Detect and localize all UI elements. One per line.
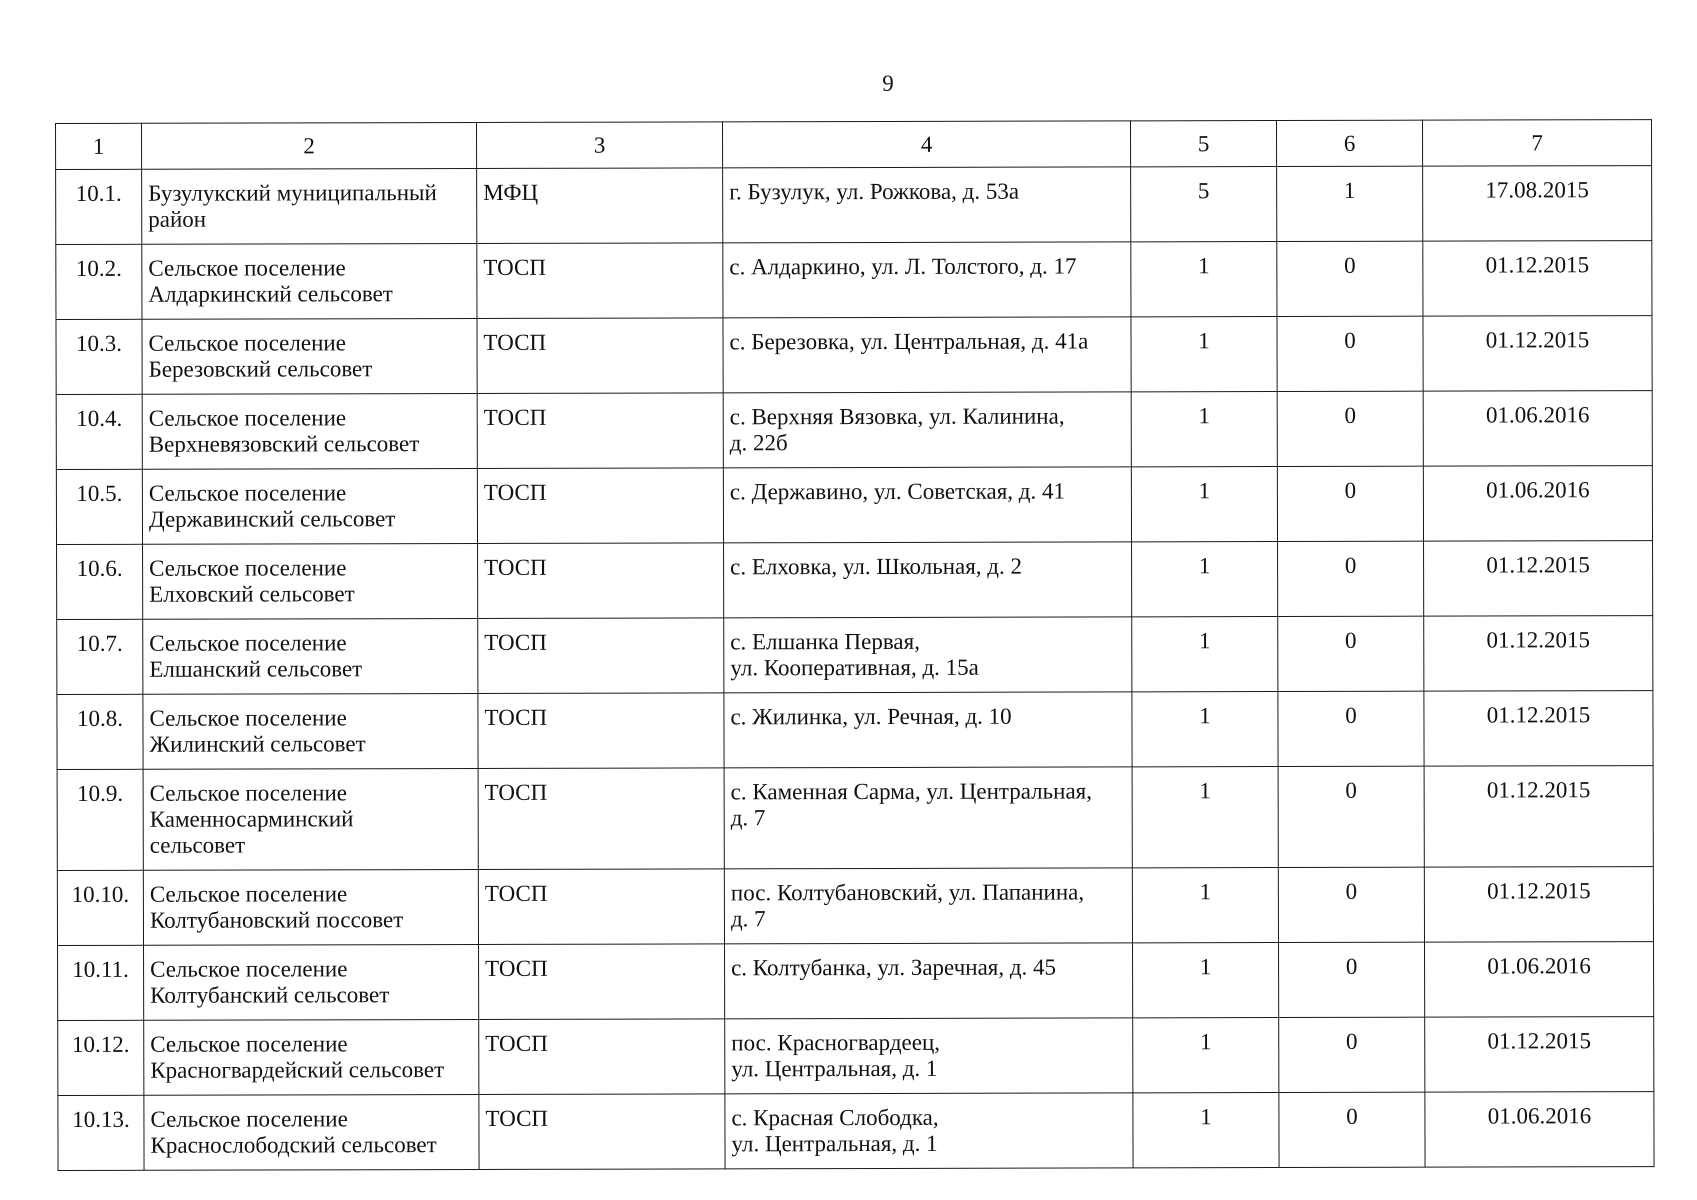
address-line: с. Елховка, ул. Школьная, д. 2 — [730, 553, 1023, 580]
row-number-cell: 10.13. — [58, 1095, 144, 1170]
municipality-name-line: Сельское поселение — [149, 881, 348, 907]
address-line: пос. Колтубановский, ул. Папанина, — [730, 879, 1085, 906]
column-6-cell: 0 — [1279, 942, 1425, 1017]
address-cell — [723, 242, 1131, 318]
address-line: ул. Кооперативная, д. 15а — [730, 654, 979, 681]
column-5-cell: 1 — [1131, 242, 1277, 317]
address-cell — [724, 617, 1132, 693]
municipality-name-line: Каменносарминский — [149, 806, 354, 832]
address-line: д. 7 — [730, 805, 766, 831]
column-5-cell: 1 — [1131, 392, 1277, 467]
date-cell: 01.12.2015 — [1424, 541, 1653, 617]
date-cell: 01.06.2016 — [1425, 1092, 1654, 1168]
row-number-cell: 10.9. — [57, 769, 143, 870]
address-line: с. Колтубанка, ул. Заречная, д. 45 — [731, 954, 1057, 981]
address-line: д. 22б — [729, 430, 788, 456]
office-type-cell: ТОСП — [477, 243, 723, 319]
table-row — [56, 391, 1652, 470]
date-cell: 01.12.2015 — [1424, 691, 1653, 767]
column-6-cell: 0 — [1278, 541, 1424, 616]
row-number-cell: 10.5. — [56, 469, 142, 544]
table-row — [57, 766, 1653, 871]
table-header-row — [56, 120, 1652, 170]
table-row — [56, 241, 1652, 320]
column-6-cell: 0 — [1279, 1017, 1425, 1092]
row-number-cell: 10.12. — [58, 1020, 144, 1095]
column-6-cell: 1 — [1277, 166, 1423, 241]
municipality-name-line: Елховский сельсовет — [149, 581, 355, 607]
municipality-name-line: Сельское поселение — [150, 956, 348, 982]
centers-table — [55, 119, 1655, 1171]
column-5-cell: 1 — [1131, 317, 1277, 392]
municipality-name-line: Жилинский сельсовет — [149, 731, 366, 757]
municipality-name-line: Алдаркинский сельсовет — [148, 281, 393, 307]
column-6-cell: 0 — [1278, 691, 1424, 766]
municipality-name-line: Сельское поселение — [149, 555, 347, 581]
row-number-cell: 10.8. — [57, 694, 143, 769]
address-cell — [724, 767, 1132, 869]
address-cell — [725, 1018, 1133, 1094]
address-cell — [724, 692, 1132, 768]
address-cell — [724, 542, 1132, 618]
office-type-cell: ТОСП — [478, 618, 724, 694]
row-number-cell: 10.4. — [56, 394, 142, 469]
municipality-cell — [142, 243, 477, 319]
address-cell — [723, 392, 1131, 468]
table-row — [56, 166, 1652, 245]
column-6-cell: 0 — [1277, 241, 1423, 316]
address-line: с. Красная Слободка, — [731, 1104, 939, 1131]
table-row — [58, 1017, 1654, 1096]
office-type-cell: МФЦ — [477, 168, 723, 244]
municipality-cell — [142, 318, 477, 394]
table-row — [57, 691, 1653, 770]
date-cell: 17.08.2015 — [1423, 166, 1652, 242]
municipality-name-line: Краснослободский сельсовет — [150, 1132, 437, 1158]
municipality-name-line: Сельское поселение — [149, 630, 347, 656]
date-cell: 01.06.2016 — [1423, 466, 1652, 542]
column-5-cell: 1 — [1131, 467, 1277, 542]
office-type-cell: ТОСП — [478, 543, 724, 619]
column-5-cell: 1 — [1132, 542, 1278, 617]
table-row — [58, 942, 1654, 1021]
municipality-cell — [143, 693, 478, 769]
municipality-name-line: Бузулукский муниципальный — [148, 180, 437, 206]
address-line: г. Бузулук, ул. Рожкова, д. 53а — [729, 178, 1020, 205]
office-type-cell: ТОСП — [477, 393, 723, 469]
date-cell: 01.12.2015 — [1424, 616, 1653, 692]
column-5-cell: 1 — [1132, 692, 1278, 767]
address-line: с. Державино, ул. Советская, д. 41 — [729, 478, 1065, 505]
row-number-cell: 10.3. — [56, 319, 142, 394]
address-line: с. Березовка, ул. Центральная, д. 41а — [729, 328, 1089, 355]
municipality-cell — [143, 869, 478, 945]
municipality-name-line: Красногвардейский сельсовет — [150, 1057, 445, 1083]
column-6-cell: 0 — [1279, 1092, 1425, 1167]
address-line: с. Жилинка, ул. Речная, д. 10 — [730, 703, 1012, 730]
page-number: 9 — [882, 71, 894, 96]
office-type-cell: ТОСП — [478, 693, 724, 769]
municipality-name-line: Сельское поселение — [150, 1031, 348, 1057]
office-type-cell: ТОСП — [477, 318, 723, 394]
municipality-name-line: Колтубанский сельсовет — [150, 982, 390, 1008]
row-number-cell: 10.7. — [57, 619, 143, 694]
municipality-name-line: Березовский сельсовет — [148, 356, 373, 382]
office-type-cell: ТОСП — [479, 1094, 725, 1170]
municipality-cell — [144, 1019, 479, 1095]
municipality-cell — [142, 393, 477, 469]
column-header: 7 — [1422, 120, 1651, 167]
column-5-cell: 5 — [1131, 167, 1277, 242]
municipality-name-line: Сельское поселение — [148, 255, 346, 281]
municipality-cell — [143, 543, 478, 619]
column-5-cell: 1 — [1132, 767, 1278, 868]
municipality-name-line: Колтубановский поссовет — [149, 907, 404, 933]
row-number-cell: 10.1. — [56, 169, 142, 244]
office-type-cell: ТОСП — [478, 869, 724, 945]
date-cell: 01.06.2016 — [1423, 391, 1652, 467]
municipality-cell — [142, 168, 477, 244]
table-row — [56, 316, 1652, 395]
municipality-name-line: Державинский сельсовет — [148, 506, 396, 532]
municipality-cell — [144, 944, 479, 1020]
row-number-cell: 10.10. — [57, 870, 143, 945]
row-number-cell: 10.2. — [56, 244, 142, 319]
column-5-cell: 1 — [1133, 1093, 1279, 1168]
municipality-cell — [143, 768, 478, 870]
column-header: 5 — [1130, 121, 1276, 167]
municipality-name-line: сельсовет — [149, 832, 246, 858]
municipality-name-line: Елшанский сельсовет — [149, 656, 363, 682]
table-row — [57, 867, 1653, 946]
office-type-cell: ТОСП — [479, 944, 725, 1020]
address-line: д. 7 — [730, 906, 766, 932]
address-line: с. Алдаркино, ул. Л. Толстого, д. 17 — [729, 253, 1077, 280]
date-cell: 01.12.2015 — [1425, 1017, 1654, 1093]
table-row — [57, 616, 1653, 695]
office-type-cell: ТОСП — [479, 1019, 725, 1095]
table-row — [58, 1092, 1654, 1171]
address-line: с. Елшанка Первая, — [730, 628, 920, 655]
date-cell: 01.12.2015 — [1423, 316, 1652, 392]
municipality-name-line: район — [148, 206, 207, 232]
municipality-name-line: Сельское поселение — [148, 480, 347, 506]
address-cell — [725, 943, 1133, 1019]
municipality-name-line: Сельское поселение — [149, 780, 348, 806]
table-row — [56, 466, 1652, 545]
address-cell — [723, 317, 1131, 393]
address-line: ул. Центральная, д. 1 — [731, 1130, 938, 1157]
row-number-cell: 10.6. — [57, 544, 143, 619]
address-line: с. Каменная Сарма, ул. Центральная, — [730, 778, 1093, 805]
column-5-cell: 1 — [1133, 943, 1279, 1018]
column-header: 1 — [56, 123, 142, 169]
municipality-name-line: Сельское поселение — [148, 405, 347, 431]
municipality-cell — [143, 618, 478, 694]
document-sheet — [55, 119, 1654, 1171]
column-6-cell: 0 — [1277, 316, 1423, 391]
office-type-cell: ТОСП — [478, 768, 724, 870]
row-number-cell: 10.11. — [58, 945, 144, 1020]
address-cell — [724, 868, 1132, 944]
municipality-name-line: Сельское поселение — [148, 330, 346, 356]
column-6-cell: 0 — [1278, 766, 1424, 867]
municipality-cell — [142, 468, 477, 544]
municipality-name-line: Верхневязовский сельсовет — [148, 431, 420, 457]
table-row — [57, 541, 1653, 620]
date-cell: 01.12.2015 — [1424, 867, 1653, 943]
date-cell: 01.12.2015 — [1424, 766, 1653, 868]
column-6-cell: 0 — [1278, 867, 1424, 942]
column-header: 3 — [476, 122, 722, 169]
address-line: пос. Красногвардеец, — [731, 1029, 941, 1056]
address-line: с. Верхняя Вязовка, ул. Калинина, — [729, 403, 1065, 430]
date-cell: 01.06.2016 — [1425, 942, 1654, 1018]
column-header: 4 — [722, 121, 1130, 168]
address-line: ул. Центральная, д. 1 — [731, 1055, 938, 1082]
column-5-cell: 1 — [1133, 1018, 1279, 1093]
address-cell — [723, 467, 1131, 543]
date-cell: 01.12.2015 — [1423, 241, 1652, 317]
municipality-name-line: Сельское поселение — [150, 1106, 348, 1132]
address-cell — [723, 167, 1131, 243]
address-cell — [725, 1093, 1133, 1169]
column-6-cell: 0 — [1277, 391, 1423, 466]
municipality-cell — [144, 1094, 479, 1170]
column-6-cell: 0 — [1277, 466, 1423, 541]
municipality-name-line: Сельское поселение — [149, 705, 347, 731]
office-type-cell: ТОСП — [477, 468, 723, 544]
column-5-cell: 1 — [1132, 868, 1278, 943]
column-header: 2 — [142, 122, 477, 169]
column-6-cell: 0 — [1278, 616, 1424, 691]
column-5-cell: 1 — [1132, 617, 1278, 692]
column-header: 6 — [1276, 120, 1422, 166]
